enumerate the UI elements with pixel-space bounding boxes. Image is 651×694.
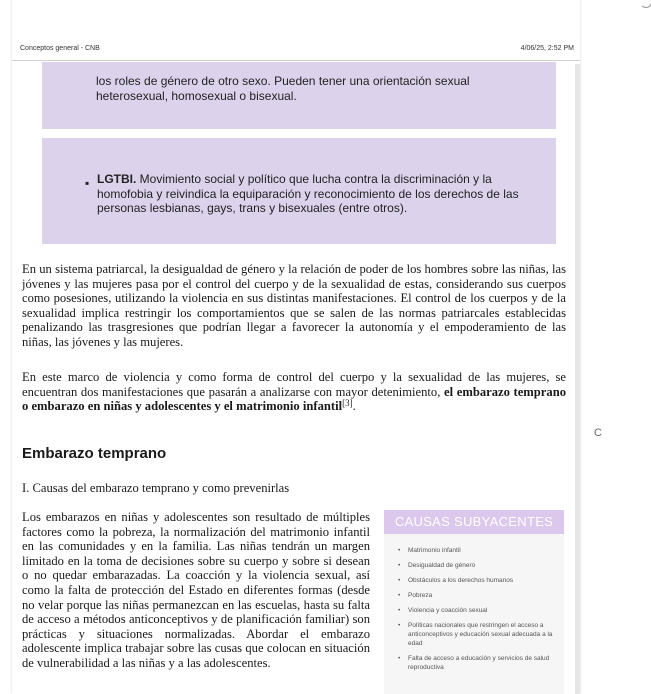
print-header-title: Conceptos general - CNB [20, 45, 100, 52]
paragraph-bold: el embarazo temprano o embarazo en niñas y adolescentes y el matrimonio infantil [22, 384, 566, 414]
definition-term: LGTBI. [97, 172, 137, 186]
paragraph-patriarchal-system: En un sistema patriarcal, la desigualdad de género y la relación de poder de los hombres sobre las niñas, las jóvenes y las mujeres pasa por el control del cuerpo y de la sexualidad de estas, considerando sus cuerpos como posesiones, utilizando la violencia en sus distintas manifestaciones. El control de los cuerpos y de la sexualidad implica restringir los comportamientos que se salen de las normas patriarcales establecidas penalizando las trasgresiones que podrían llegar a favorecer la autonomía y el empoderamiento de las niñas, las jóvenes y las mujeres. [22, 262, 566, 349]
paragraph-violence-framework [22, 370, 566, 414]
causes-infographic [384, 510, 564, 694]
list-item: • Falta de acceso a educación y servicios de salud reproductiva [398, 655, 550, 671]
list-item: • Violencia y coacción sexual [398, 607, 488, 614]
print-header-date: 4/06/25, 2:52 PM [520, 45, 574, 52]
edge-mark: C [594, 427, 602, 439]
paragraph-causes: Los embarazos en niñas y adolescentes son resultado de múltiples factores como la pobreza, la normalización del matrimonio infantil en las comunidades y en la familia. Las niñas tendrán un margen limitado en la toma de decisiones sobre su cuerpo y sobre si desean o no quedar embarazadas. La coacción y la violencia sexual, así como la falta de protección del Estado en diferentes formas (desde no velar porque las niñas permanezcan en las escuelas, hasta su falta de acceso a métodos anticonceptivos y de planificación familiar) son prácticas y situaciones normalizadas. Abordar el embarazo adolescente implica trabajar sobre las cusas que colocan en situación de vulnerabilidad a las niñas y a las adolescentes. [22, 510, 370, 670]
section-subtitle: I. Causas del embarazo temprano y como prevenirlas [22, 481, 290, 495]
definition-box-lgtbi [42, 138, 556, 244]
header-divider [12, 60, 580, 61]
corner-arc-icon [640, 0, 651, 8]
bullet-icon: • [398, 655, 401, 662]
document-page [12, 0, 580, 694]
list-item: • Pobreza [398, 592, 433, 599]
definition-box-orientation [42, 62, 556, 129]
causes-list [384, 546, 564, 678]
footnote-link[interactable]: [3] [342, 398, 353, 409]
definition-body: Movimiento social y político que lucha contra la discriminación y la homofobia y reivindica la equiparación y reconocimiento de los derechos de las personas lesbianas, gays, trans y bisexuales (entre otros). [97, 172, 519, 215]
list-item: • Matrimonio infantil [398, 547, 461, 554]
bullet-icon: • [398, 577, 401, 584]
definition-text [97, 172, 532, 216]
list-item: • Obstáculos a los derechos humanos [398, 577, 514, 584]
bullet-icon: ▪ [85, 176, 90, 190]
paragraph-end: . [352, 399, 356, 414]
definition-text: los roles de género de otro sexo. Pueden tener una orientación sexual heterosexual, homosexual o bisexual. [96, 74, 470, 103]
bullet-icon: • [398, 562, 401, 569]
list-item: • Políticas nacionales que restringen el acceso a anticonceptivos y educación sexual adecuada a la edad [398, 622, 553, 647]
infographic-title: CAUSAS SUBYACENTES [384, 510, 564, 534]
list-item: • Desigualdad de género [398, 562, 476, 569]
bullet-icon: • [398, 547, 401, 554]
print-header [12, 44, 580, 58]
scrollbar[interactable] [575, 64, 580, 694]
section-title: Embarazo temprano [22, 445, 167, 462]
paragraph-text: En este marco de violencia y como forma de control del cuerpo y la sexualidad de las mujeres, se encuentran dos manifestaciones que pasarán a analizarse con mayor detenimiento, [22, 370, 566, 399]
bullet-icon: • [398, 607, 401, 614]
bullet-icon: • [398, 622, 401, 629]
bullet-icon: • [398, 592, 401, 599]
